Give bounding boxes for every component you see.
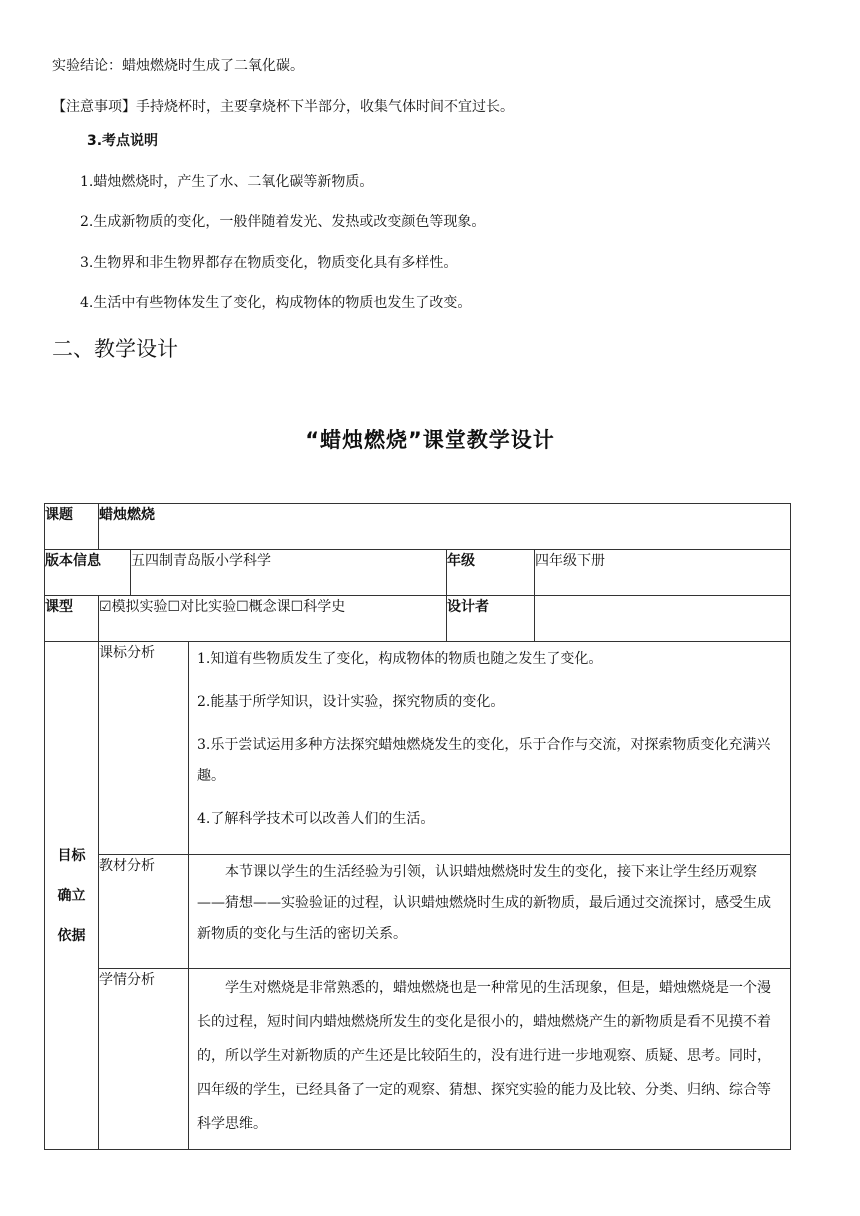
goal-label-line: 目标 xyxy=(57,847,86,864)
point-item: 1.蜡烛燃烧时，产生了水、二氧化碳等新物质。 xyxy=(80,174,374,190)
topic-value: 蜡烛燃烧 xyxy=(99,504,791,550)
points-heading: 3.考点说明 xyxy=(87,133,159,149)
section-title: 二、教学设计 xyxy=(52,337,178,361)
point-item: 3.生物界和非生物界都存在物质变化，物质变化具有多样性。 xyxy=(80,255,458,271)
design-title: “蜡烛燃烧”课堂教学设计 xyxy=(305,428,555,452)
curriculum-item: 4.了解科学技术可以改善人们的生活。 xyxy=(197,811,435,827)
experiment-conclusion: 实验结论：蜡烛燃烧时生成了二氧化碳。 xyxy=(52,58,304,74)
students-label: 学情分析 xyxy=(99,969,189,1150)
type-label: 课型 xyxy=(45,596,99,642)
type-value: ☑模拟实验☐对比实验☐概念课☐科学史 xyxy=(99,596,447,642)
curriculum-item: 1.知道有些物质发生了变化，构成物体的物质也随之发生了变化。 xyxy=(197,651,603,667)
curriculum-item: 3.乐于尝试运用多种方法探究蜡烛燃烧发生的变化，乐于合作与交流，对探索物质变化充满兴趣。 xyxy=(197,737,771,784)
version-label: 版本信息 xyxy=(45,550,131,596)
point-item: 4.生活中有些物体发生了变化，构成物体的物质也发生了改变。 xyxy=(80,295,472,311)
curriculum-item: 2.能基于所学知识，设计实验，探究物质的变化。 xyxy=(197,694,505,710)
topic-label: 课题 xyxy=(45,504,99,550)
textbook-text: 本节课以学生的生活经验为引领，认识蜡烛燃烧时发生的变化，接下来让学生经历观察——猜想——实验验证的过程，认识蜡烛燃烧时生成的新物质，最后通过交流探讨，感受生成新物质的变化与生活的密切关系。 xyxy=(197,864,771,942)
textbook-label: 教材分析 xyxy=(99,855,189,969)
students-analysis xyxy=(189,969,791,1150)
goal-label-line: 确立 xyxy=(57,887,86,904)
grade-label: 年级 xyxy=(447,550,535,596)
notice-text: 【注意事项】手持烧杯时，主要拿烧杯下半部分，收集气体时间不宜过长。 xyxy=(52,99,514,115)
lesson-design-table xyxy=(44,503,791,1150)
grade-value: 四年级下册 xyxy=(535,550,791,596)
goal-label-line: 依据 xyxy=(57,927,86,944)
curriculum-analysis xyxy=(189,642,791,855)
textbook-analysis xyxy=(189,855,791,969)
students-text: 学生对燃烧是非常熟悉的，蜡烛燃烧也是一种常见的生活现象，但是，蜡烛燃烧是一个漫长的过程，短时间内蜡烛燃烧所发生的变化是很小的，蜡烛燃烧产生的新物质是看不见摸不着的，所以学生对新物质的产生还是比较陌生的，没有进行进一步地观察、质疑、思考。同时，四年级的学生，已经具备了一定的观察、猜想、探究实验的能力及比较、分类、归纳、综合等科学思维。 xyxy=(197,980,771,1132)
designer-value xyxy=(535,596,791,642)
point-item: 2.生成新物质的变化，一般伴随着发光、发热或改变颜色等现象。 xyxy=(80,214,486,230)
version-value: 五四制青岛版小学科学 xyxy=(131,550,447,596)
goal-basis-label xyxy=(45,642,99,1150)
designer-label: 设计者 xyxy=(447,596,535,642)
curriculum-label: 课标分析 xyxy=(99,642,189,855)
